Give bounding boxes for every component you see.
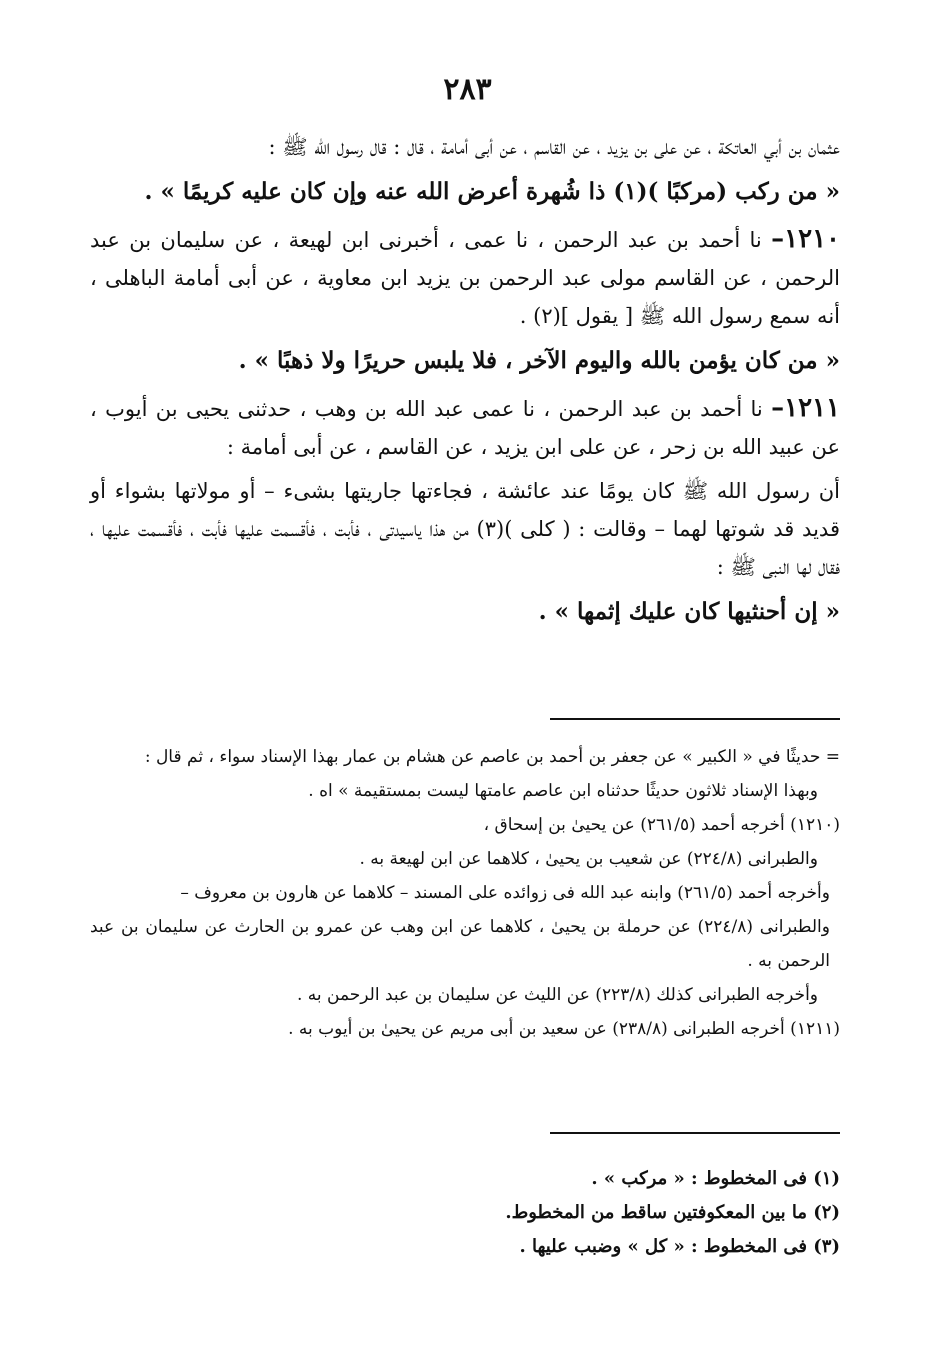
note-line: وبهذا الإسناد ثلاثون حديثًا حدثناه ابن عاصم عامتها ليست بمستقيمة » اه .: [308, 781, 818, 801]
note-line: والطبرانى (٢٢٤/٨) عن شعيب بن يحيىٰ ، كلاهما عن ابن لهيعة به .: [359, 849, 818, 869]
note-line: (١٢١١) أخرجه الطبرانى (٢٣٨/٨) عن سعيد بن أبى مريم عن يحيىٰ بن أيوب به .: [288, 1019, 840, 1039]
hadith-text-1: « من ركب (مركبًا )(١) ذا شُهرة أعرض الله عنه وإن كان عليه كريمًا » .: [144, 178, 840, 205]
page-number: ٢٨٣: [443, 72, 492, 107]
hadith-text-2: « من كان يؤمن بالله واليوم الآخر ، فلا يلبس حريرًا ولا ذهبًا » .: [238, 347, 840, 374]
hadith-number-1210: ١٢١٠–: [771, 224, 840, 254]
narrative-1211: أن رسول الله ﷺ كان يومًا عند عائشة ، فجاءتها جاريتها بشىء – أو مولاتها بشواء أو قديد قد شوتها لهما – وقالت : ( كلى )(٣) من هذا ياسيدتى ، فأبت ، فأقسمت عليها فأبت ، فأقسمت عليها ، فقال لها النبى ﷺ :: [90, 479, 840, 579]
hadith-text-3: « إن أحنثيها كان عليك إثمها » .: [538, 598, 840, 625]
footnote-3: (٣) فى المخطوط : « كل » وضبب عليها .: [519, 1236, 840, 1257]
note-line: وأخرجه أحمد (٢٦١/٥) وابنه عبد الله فى زوائده على المسند – كلاهما عن هارون بن معروف –: [180, 883, 830, 903]
note-line: والطبرانى (٢٢٤/٨) عن حرملة بن يحيىٰ ، كلاهما عن ابن وهب عن عمرو بن الحارث عن سليمان بن عبد الرحمن به .: [90, 917, 830, 971]
footnotes: [90, 1162, 840, 1264]
chain-1210: نا أحمد بن عبد الرحمن ، نا عمى ، أخبرنى ابن لهيعة ، عن سليمان بن عبد الرحمن ، عن القاسم مولى عبد الرحمن بن يزيد ابن معاوية ، عن أبى أمامة الباهلى ، أنه سمع رسول الله ﷺ [ يقول ](٢) .: [90, 228, 840, 328]
chain-1211: نا أحمد بن عبد الرحمن ، نا عمى عبد الله بن وهب ، حدثنى يحيى بن أيوب ، عن عبيد الله بن زحر ، عن على ابن يزيد ، عن القاسم ، عن أبى أمامة :: [90, 397, 840, 459]
main-text: [90, 128, 840, 640]
paragraph-chain-continuation: عثمان بن أبي العاتكة ، عن على بن يزيد ، عن القاسم ، عن أبى أمامة ، قال : قال رسول الله ﷺ :: [268, 135, 840, 159]
takhrij-notes: [90, 740, 840, 1046]
paragraph-1211: [90, 389, 840, 466]
footnote-1: (١) فى المخطوط : « مركب » .: [591, 1168, 840, 1189]
footnotes-divider: [550, 1132, 840, 1134]
note-line: = حديثًا في « الكبير » عن جعفر بن أحمد بن عاصم عن هشام بن عمار بهذا الإسناد سواء ، ثم قال :: [144, 747, 840, 767]
note-line: وأخرجه الطبرانى كذلك (٢٢٣/٨) عن الليث عن سليمان بن عبد الرحمن به .: [296, 985, 818, 1005]
hadith-number-1211: ١٢١١–: [771, 393, 840, 423]
notes-divider: [550, 718, 840, 720]
footnote-2: (٢) ما بين المعكوفتين ساقط من المخطوط.: [505, 1202, 840, 1223]
note-line: (١٢١٠) أخرجه أحمد (٢٦١/٥) عن يحيىٰ بن إسحاق ،: [483, 815, 840, 835]
paragraph-1210: [90, 220, 840, 335]
